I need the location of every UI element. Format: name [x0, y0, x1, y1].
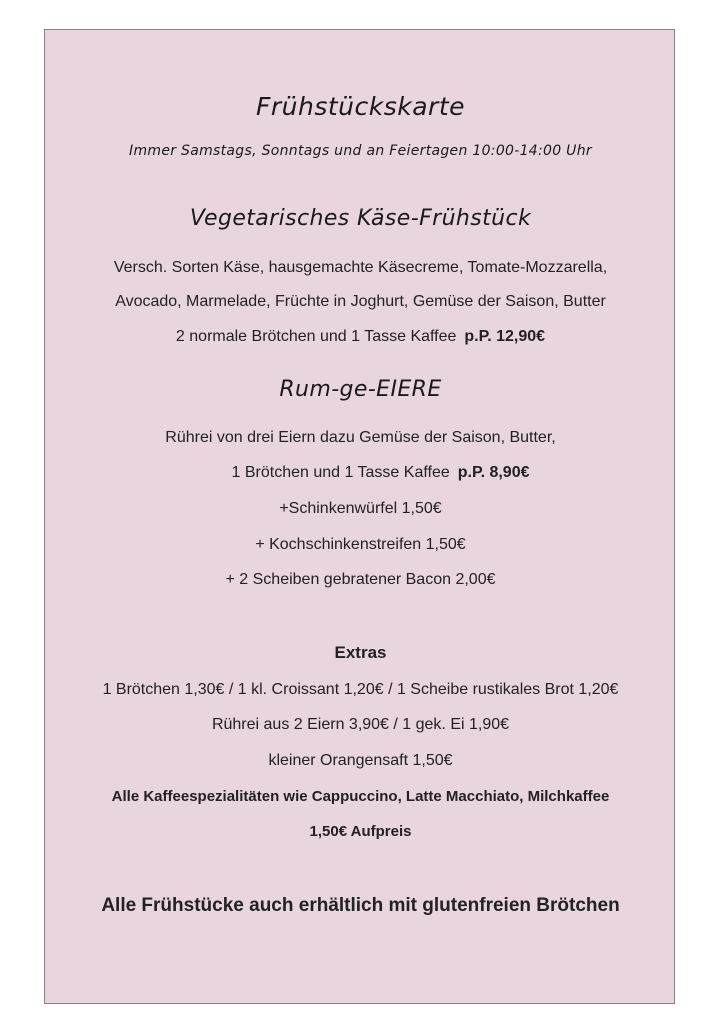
- eggs-includes: 1 Brötchen und 1 Tasse Kaffee: [231, 464, 450, 481]
- vegetarian-line-2: Avocado, Marmelade, Früchte in Joghurt, Gemüse der Saison, Butter: [115, 293, 606, 310]
- gluten-free-note: Alle Frühstücke auch erhältlich mit glutenfreien Brötchen: [101, 895, 620, 916]
- extras-coffee-line: Alle Kaffeespezialitäten wie Cappuccino, Latte Macchiato, Milchkaffee: [111, 788, 610, 805]
- eggs-line-2: [45, 463, 676, 483]
- vegetarian-line-3: [45, 327, 676, 347]
- vegetarian-heading: Vegetarisches Käse-Frühstück: [189, 206, 532, 231]
- vegetarian-line-1: Versch. Sorten Käse, hausgemachte Käsecreme, Tomate-Mozzarella,: [113, 259, 608, 276]
- extras-heading: Extras: [334, 643, 387, 662]
- extras-line-3: kleiner Orangensaft 1,50€: [268, 752, 453, 769]
- opening-hours: Immer Samstags, Sonntags und an Feiertagen 10:00-14:00 Uhr: [129, 143, 592, 159]
- eggs-price: p.P. 8,90€: [457, 464, 530, 481]
- menu-title: Frühstückskarte: [255, 92, 466, 121]
- vegetarian-includes: 2 normale Brötchen und 1 Tasse Kaffee: [175, 328, 457, 345]
- eggs-heading: Rum-ge-EIERE: [279, 377, 442, 402]
- addon-bacon: + 2 Scheiben gebratener Bacon 2,00€: [225, 571, 496, 588]
- eggs-line-1: Rührei von drei Eiern dazu Gemüse der Saison, Butter,: [165, 429, 556, 446]
- extras-line-2: Rührei aus 2 Eiern 3,90€ / 1 gek. Ei 1,90€: [211, 716, 510, 733]
- addon-ham-strips: + Kochschinkenstreifen 1,50€: [255, 536, 466, 553]
- extras-surcharge: 1,50€ Aufpreis: [309, 823, 412, 840]
- extras-line-1: 1 Brötchen 1,30€ / 1 kl. Croissant 1,20€ / 1 Scheibe rustikales Brot 1,20€: [102, 681, 619, 698]
- vegetarian-price: p.P. 12,90€: [464, 328, 546, 345]
- addon-ham-cubes: +Schinkenwürfel 1,50€: [279, 500, 442, 517]
- menu-card: [44, 29, 675, 1004]
